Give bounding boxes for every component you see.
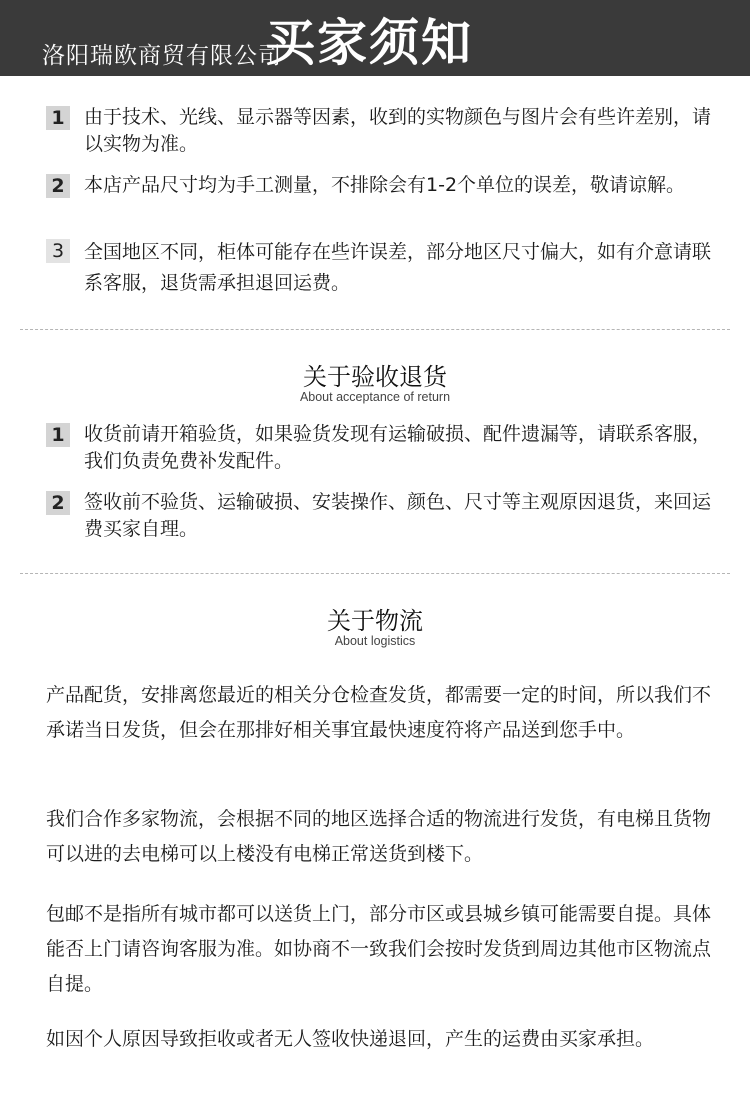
notice-item	[46, 237, 726, 297]
logistics-paragraph: 产品配货，安排离您最近的相关分仓检查发货，都需要一定的时间，所以我们不承诺当日发货，但会在那排好相关事宜最快速度符将产品送到您手中。	[46, 684, 712, 741]
logistics-section-title: 关于物流	[327, 607, 423, 635]
notice-text: 由于技术、光线、显示器等因素，收到的实物颜色与图片会有些许差别，请以实物为准。	[84, 106, 712, 155]
notice-number: 2	[46, 174, 70, 198]
notice-text: 本店产品尺寸均为手工测量，不排除会有1-2个单位的误差，敬请谅解。	[84, 174, 686, 196]
acceptance-item	[46, 421, 726, 477]
acceptance-number: 2	[46, 491, 70, 515]
header-banner	[0, 0, 750, 76]
section-divider	[20, 329, 730, 330]
acceptance-section-subtitle: About acceptance of return	[299, 390, 451, 404]
acceptance-text: 收货前请开箱验货，如果验货发现有运输破损、配件遗漏等，请联系客服，我们负责免费补发配件。	[84, 423, 712, 472]
section-divider	[20, 573, 730, 574]
logistics-paragraph: 我们合作多家物流，会根据不同的地区选择合适的物流进行发货，有电梯且货物可以进的去电梯可以上楼没有电梯正常送货到楼下。	[46, 808, 712, 865]
notice-number: 1	[46, 106, 70, 130]
notice-item	[46, 104, 726, 160]
logistics-paragraph: 包邮不是指所有城市都可以送货上门，部分市区或县城乡镇可能需要自提。具体能否上门请咨询客服为准。如协商不一致我们会按时发货到周边其他市区物流点自提。	[46, 903, 712, 995]
acceptance-item	[46, 489, 726, 545]
logistics-section-subtitle: About logistics	[334, 634, 416, 648]
logistics-paragraph: 如因个人原因导致拒收或者无人签收快递退回，产生的运费由买家承担。	[46, 1028, 655, 1050]
notice-item	[46, 172, 726, 228]
company-name: 洛阳瑞欧商贸有限公司	[42, 43, 282, 69]
notice-text: 全国地区不同，柜体可能存在些许误差，部分地区尺寸偏大，如有介意请联系客服，退货需承担退回运费。	[84, 241, 712, 294]
acceptance-number: 1	[46, 423, 70, 447]
notice-number: 3	[46, 239, 70, 263]
acceptance-text: 签收前不验货、运输破损、安装操作、颜色、尺寸等主观原因退货，来回运费买家自理。	[84, 491, 712, 540]
page-title: 买家须知	[265, 14, 473, 72]
acceptance-section-title: 关于验收退货	[303, 363, 447, 391]
